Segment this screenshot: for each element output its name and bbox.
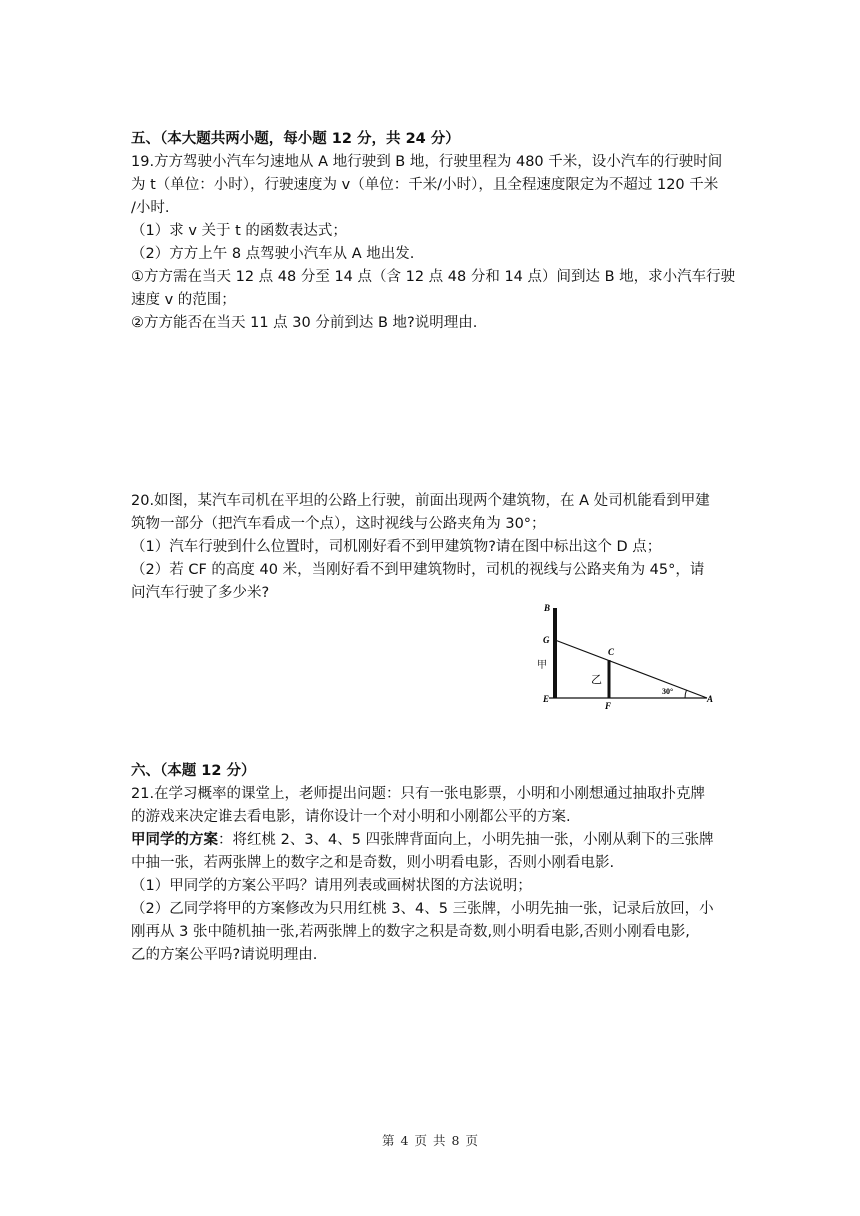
- q21-plan-a-cont: 中抽一张，若两张牌上的数字之和是奇数，则小明看电影，否则小刚看电影.: [131, 855, 615, 871]
- q19-line-3: /小时.: [131, 200, 170, 216]
- label-c: C: [608, 647, 615, 657]
- label-e: E: [543, 694, 550, 704]
- q21-part-2: （2）乙同学将甲的方案修改为只用红桃 3、4、5 三张牌，小明先抽一张，记录后放回，小: [131, 901, 714, 917]
- q20-part-2: （2）若 CF 的高度 40 米，当刚好看不到甲建筑物时，司机的视线与公路夹角为 45°，请: [131, 562, 705, 578]
- q20-part-2-cont: 问汽车行驶了多少米?: [131, 585, 270, 601]
- q21-part-2-end: 乙的方案公平吗?请说明理由.: [131, 947, 318, 963]
- page-number: 4: [400, 1133, 409, 1148]
- label-b: B: [544, 603, 551, 613]
- q21-line-1: 21.在学习概率的课堂上，老师提出问题：只有一张电影票，小明和小刚想通过抽取扑克牌: [131, 786, 706, 802]
- q19-line-1: 19.方方驾驶小汽车匀速地从 A 地行驶到 B 地，行驶里程为 480 千米，设小汽车的行驶时间: [131, 154, 723, 170]
- section-6-heading: 六、（本题 12 分）: [131, 763, 256, 779]
- footer-ye-2: 页: [465, 1133, 478, 1148]
- q20-building-figure: [535, 598, 725, 710]
- q19-part-2: （2）方方上午 8 点驾驶小汽车从 A 地出发.: [131, 246, 415, 262]
- q20-part-1: （1）汽车行驶到什么位置时，司机刚好看不到甲建筑物?请在图中标出这个 D 点；: [131, 539, 662, 555]
- angle-arc: [685, 690, 687, 698]
- footer-ye: 页: [414, 1133, 427, 1148]
- q21-plan-a-line: [131, 829, 731, 851]
- angle-label: 30°: [662, 687, 674, 696]
- q19-part-2-i-cont: 速度 v 的范围；: [131, 292, 236, 308]
- label-f: F: [605, 701, 612, 710]
- q19-line-2: 为 t（单位：小时），行驶速度为 v（单位：千米/小时），且全程速度限定为不超过 120 千米: [131, 177, 719, 193]
- footer-gong: 共: [433, 1133, 446, 1148]
- q19-part-2-ii: ②方方能否在当天 11 点 30 分前到达 B 地?说明理由.: [131, 315, 478, 331]
- label-yi: 乙: [591, 673, 602, 686]
- plan-a-label: 甲同学的方案: [131, 832, 218, 848]
- label-g: G: [543, 635, 550, 645]
- q20-line-1: 20.如图，某汽车司机在平坦的公路上行驶，前面出现两个建筑物，在 A 处司机能看到甲建: [131, 493, 710, 509]
- q21-part-1: （1）甲同学的方案公平吗？请用列表或画树状图的方法说明；: [131, 878, 532, 894]
- q19-part-1: （1）求 v 关于 t 的函数表达式；: [131, 223, 347, 239]
- plan-a-text: ：将红桃 2、3、4、5 四张牌背面向上，小明先抽一张，小刚从剩下的三张牌: [218, 832, 714, 848]
- q19-part-2-i: ①方方需在当天 12 点 48 分至 14 点（含 12 点 48 分和 14 点）间到达 B 地，求小汽车行驶: [131, 269, 736, 285]
- page-footer: [0, 1131, 860, 1149]
- q20-line-2: 筑物一部分（把汽车看成一个点），这时视线与公路夹角为 30°；: [131, 516, 546, 532]
- q21-line-2: 的游戏来决定谁去看电影，请你设计一个对小明和小刚都公平的方案.: [131, 809, 571, 825]
- footer-di: 第: [382, 1133, 395, 1148]
- label-jia: 甲: [537, 660, 547, 671]
- label-a: A: [707, 694, 714, 704]
- sight-line: [555, 640, 707, 698]
- total-pages: 8: [451, 1133, 460, 1148]
- section-5-heading: 五、（本大题共两小题，每小题 12 分，共 24 分）: [131, 131, 460, 147]
- q21-part-2-cont: 刚再从 3 张中随机抽一张,若两张牌上的数字之积是奇数,则小明看电影,否则小刚看电影,: [131, 924, 690, 940]
